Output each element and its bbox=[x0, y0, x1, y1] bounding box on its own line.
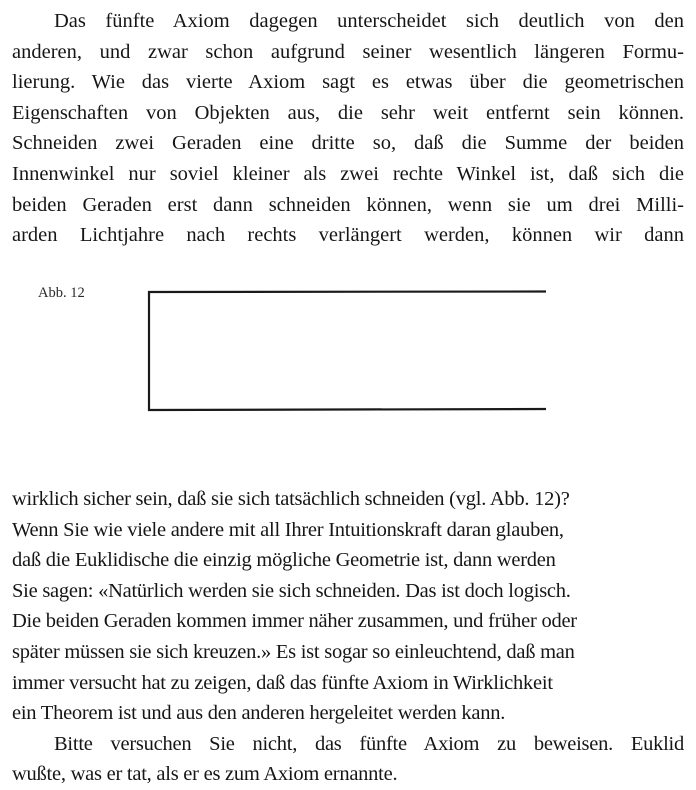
figure-caption: Abb. 12 bbox=[38, 285, 85, 301]
text-line: immer versucht hat zu zeigen, daß das fünfte Axiom in Wirklichkeit bbox=[12, 671, 553, 694]
text-line: anderen, und zwar schon aufgrund seiner wesentlich längeren Formu- bbox=[12, 40, 684, 63]
text-line: Bitte versuchen Sie nicht, das fünfte Axiom zu beweisen. Euklid bbox=[54, 732, 684, 755]
text-line: ein Theorem ist und aus den anderen hergeleitet werden kann. bbox=[12, 702, 506, 725]
text-line: Innenwinkel nur soviel kleiner als zwei rechte Winkel ist, daß sich die bbox=[12, 162, 684, 185]
text-line: lierung. Wie das vierte Axiom sagt es etwas über die geometrischen bbox=[12, 71, 684, 94]
text-line: Sie sagen: «Natürlich werden sie sich schneiden. Das ist doch logisch. bbox=[12, 579, 571, 602]
text-line: Das fünfte Axiom dagegen unterscheidet sich deutlich von den bbox=[54, 10, 684, 32]
text-line: wußte, was er tat, als er es zum Axiom ernannte. bbox=[12, 763, 398, 786]
text-line: arden Lichtjahre nach rechts verlängert werden, können wir dann bbox=[12, 224, 684, 247]
text-line: wirklich sicher sein, daß sie sich tatsächlich schneiden (vgl. Abb. 12)? bbox=[12, 488, 570, 510]
text-line: Eigenschaften von Objekten aus, die sehr weit entfernt sein können. bbox=[12, 101, 684, 124]
text-line: daß die Euklidische die einzig mögliche Geometrie ist, dann werden bbox=[12, 549, 556, 572]
paragraph-intuition bbox=[12, 484, 684, 790]
lower-line bbox=[148, 409, 546, 410]
upper-line bbox=[148, 292, 546, 293]
text-line: Schneiden zwei Geraden eine dritte so, daß die Summe der beiden bbox=[12, 132, 684, 155]
text-line: beiden Geraden erst dann schneiden können, wenn sie um drei Milli- bbox=[12, 193, 684, 216]
text-line: Wenn Sie wie viele andere mit all Ihrer Intuitionskraft daran glauben, bbox=[12, 518, 564, 541]
text-line: Die beiden Geraden kommen immer näher zusammen, und früher oder bbox=[12, 610, 577, 633]
text-line: später müssen sie sich kreuzen.» Es ist sogar so einleuchtend, daß man bbox=[12, 640, 575, 663]
paragraph-fifth-axiom bbox=[12, 6, 684, 251]
